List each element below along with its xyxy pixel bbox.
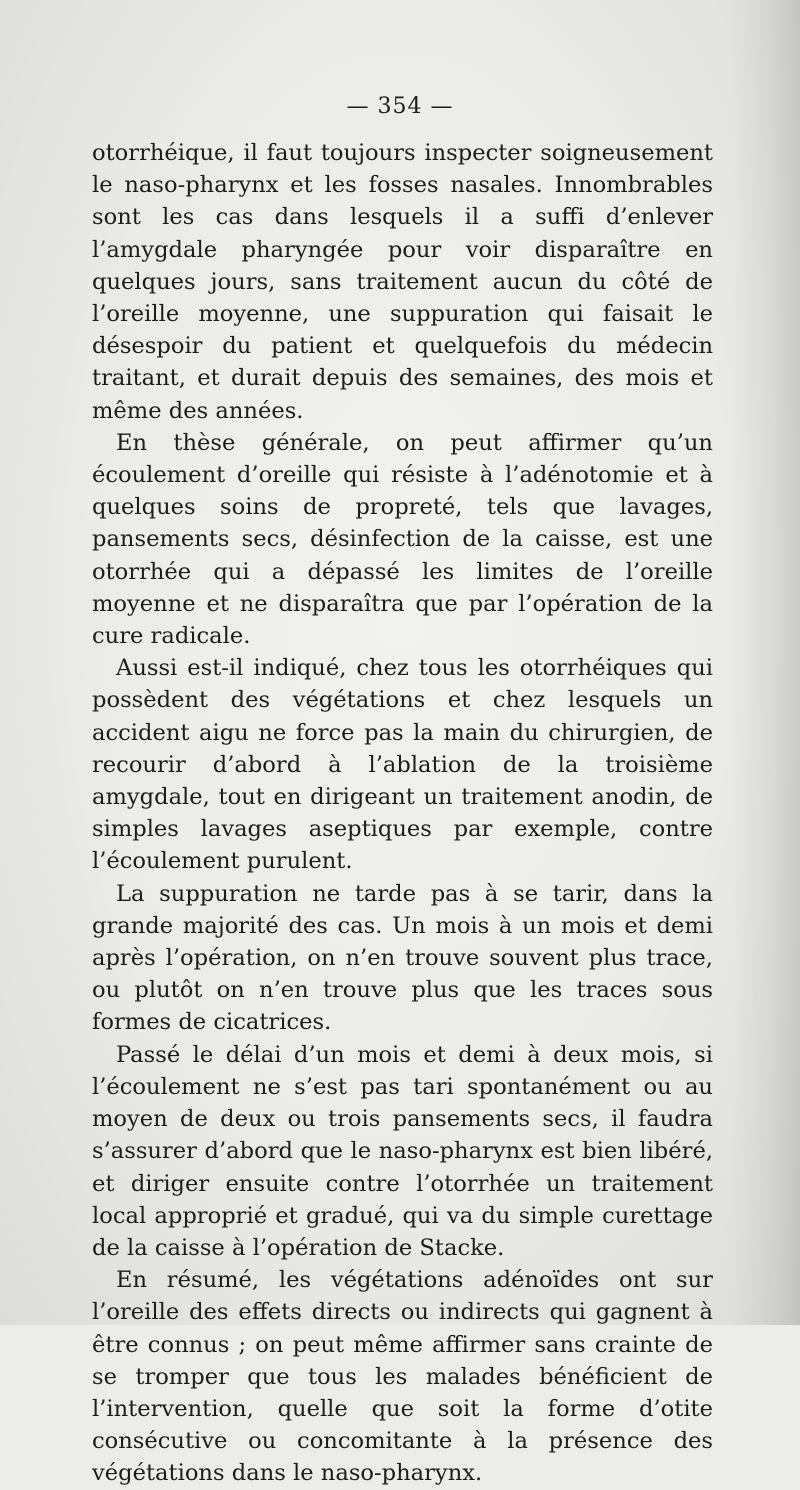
paragraph-en-resume: En résumé, les végétations adénoïdes ont sur l’oreille des effets directs ou indirects qui gagnent à être connus ; on peut même affirmer sans crainte de se tromper que tous les malades bénéficient de l’intervention, quelle que soit la forme d’otite consécutive ou concomitante à la présence des végétations dans le naso-pharynx.	[92, 1267, 713, 1487]
paragraph-continuation: otorrhéique, il faut toujours inspecter soigneusement le naso-pharynx et les fosses nasales. Innombrables sont les cas dans lesquels il a suffi d’enlever l’amygdale pharyngée pour voir disparaître en quelques jours, sans traitement aucun du côté de l’oreille moyenne, une suppuration qui faisait le désespoir du patient et quelquefois du médecin traitant, et durait depuis des semaines, des mois et même des années.	[92, 140, 713, 424]
body-text	[92, 137, 713, 1490]
paragraph-suppuration: La suppuration ne tarde pas à se tarir, dans la grande majorité des cas. Un mois à un mois et demi après l’opération, on n’en trouve souvent plus trace, ou plutôt on n’en trouve plus que les traces sous formes de cicatrices.	[92, 880, 713, 1036]
page-edge-shadow	[730, 0, 800, 1325]
paragraph-passe-le-delai: Passé le délai d’un mois et demi à deux mois, si l’écoulement ne s’est pas tari spontanément ou au moyen de deux ou trois pansements secs, il faudra s’assurer d’abord que le naso-pharynx est bien libéré, et diriger ensuite contre l’otorrhée un traitement local approprié et gradué, qui va du simple curettage de la caisse à l’opération de Stacke.	[92, 1041, 713, 1261]
paragraph-aussi-est-il-indique: Aussi est-il indiqué, chez tous les otorrhéiques qui possèdent des végétations et chez lesquels un accident aigu ne force pas la main du chirurgien, de recourir d’abord à l’ablation de la troisième amygdale, tout en dirigeant un traitement anodin, de simples lavages aseptiques par exemple, contre l’écoulement purulent.	[92, 655, 713, 875]
page-number: — 354 —	[346, 94, 454, 119]
paragraph-these-generale: En thèse générale, on peut affirmer qu’un écoulement d’oreille qui résiste à l’adénotomie et à quelques soins de propreté, tels que lavages, pansements secs, désinfection de la caisse, est une otorrhée qui a dépassé les limites de l’oreille moyenne et ne disparaîtra que par l’opération de la cure radicale.	[92, 429, 713, 650]
